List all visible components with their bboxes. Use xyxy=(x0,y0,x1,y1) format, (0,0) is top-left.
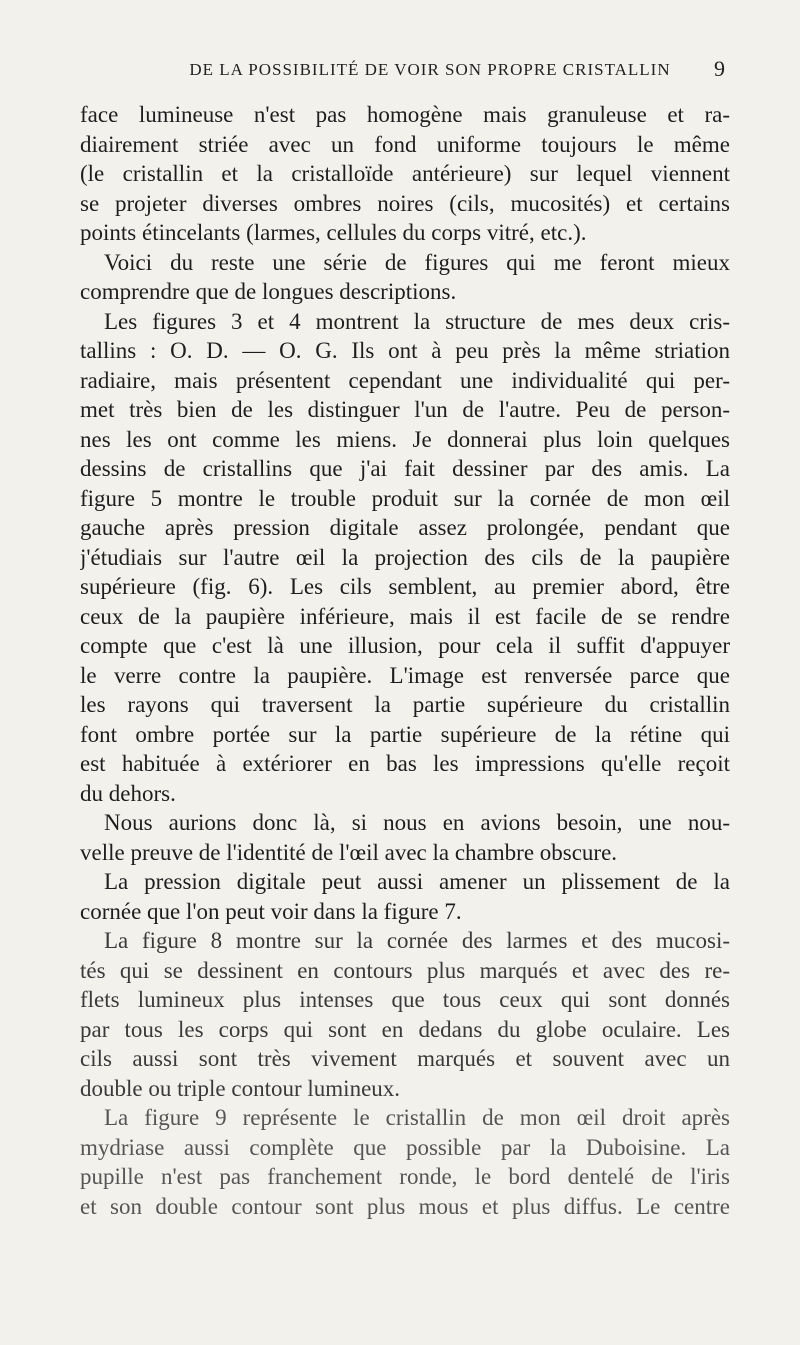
text-line: cornée que l'on peut voir dans la figure 7. xyxy=(80,898,462,924)
text-line: Voici du reste une série de figures qui me feront mieux xyxy=(104,249,730,275)
text-line: (le cristallin et la cristalloïde antérieure) sur lequel viennent xyxy=(80,161,730,186)
text-line: double ou triple contour lumineux. xyxy=(80,1075,401,1101)
text-line: ceux de la paupière inférieure, mais il est facile de se rendre xyxy=(80,603,730,629)
text-line: points étincelants (larmes, cellules du corps vitré, etc.). xyxy=(80,220,587,245)
text-line: par tous les corps qui sont en dedans du globe oculaire. Les xyxy=(80,1016,730,1042)
text-line: compte que c'est là une illusion, pour cela il suffit d'appuyer xyxy=(80,633,730,658)
text-line: les rayons qui traversent la partie supérieure du cristallin xyxy=(80,692,730,717)
running-head: DE LA POSSIBILITÉ DE VOIR SON PROPRE CRISTALLIN xyxy=(189,60,671,79)
text-line: tés qui se dessinent en contours plus marqués et avec des re- xyxy=(80,957,730,983)
text-line: Nous aurions donc là, si nous en avions besoin, une nou- xyxy=(104,810,730,835)
page-number: 9 xyxy=(714,56,725,81)
text-line: nes les ont comme les miens. Je donnerai plus loin quelques xyxy=(80,426,730,452)
text-line: font ombre portée sur la partie supérieure de la rétine qui xyxy=(80,721,730,747)
text-line: le verre contre la paupière. L'image est renversée parce que xyxy=(80,662,730,688)
text-line: flets lumineux plus intenses que tous ceux qui sont donnés xyxy=(80,987,730,1012)
text-line: velle preuve de l'identité de l'œil avec la chambre obscure. xyxy=(80,839,618,865)
text-line: gauche après pression digitale assez prolongée, pendant que xyxy=(80,515,730,540)
text-line: du dehors. xyxy=(80,780,176,806)
text-line: face lumineuse n'est pas homogène mais granuleuse et ra- xyxy=(80,102,730,127)
text-line: comprendre que de longues descriptions. xyxy=(80,279,457,304)
text-line: supérieure (fig. 6). Les cils semblent, au premier abord, être xyxy=(80,574,730,599)
text-line: Les figures 3 et 4 montrent la structure de mes deux cris- xyxy=(104,308,730,334)
text-line: mydriase aussi complète que possible par la Duboisine. La xyxy=(80,1134,730,1160)
text-line: diairement striée avec un fond uniforme toujours le même xyxy=(80,131,730,157)
text-line: met très bien de les distinguer l'un de l'autre. Peu de person- xyxy=(80,397,730,422)
text-line: La figure 8 montre sur la cornée des larmes et des mucosi- xyxy=(104,928,730,953)
text-line: dessins de cristallins que j'ai fait dessiner par des amis. La xyxy=(80,456,730,481)
text-line: pupille n'est pas franchement ronde, le bord dentelé de l'iris xyxy=(80,1164,730,1189)
text-line: est habituée à extériorer en bas les impressions qu'elle reçoit xyxy=(80,751,730,776)
text-line: j'étudiais sur l'autre œil la projection des cils de la paupière xyxy=(80,544,730,570)
text-line: se projeter diverses ombres noires (cils, mucosités) et certains xyxy=(80,190,730,216)
text-line: La pression digitale peut aussi amener un plissement de la xyxy=(104,869,730,894)
text-line: cils aussi sont très vivement marqués et souvent avec un xyxy=(80,1046,730,1071)
text-line: La figure 9 représente le cristallin de mon œil droit après xyxy=(104,1105,730,1130)
text-line: radiaire, mais présentent cependant une individualité qui per- xyxy=(80,367,730,393)
text-line: et son double contour sont plus mous et plus diffus. Le centre xyxy=(80,1193,730,1219)
text-line: tallins : O. D. — O. G. Ils ont à peu près la même striation xyxy=(80,338,730,363)
body-text xyxy=(80,100,730,1221)
text-line: figure 5 montre le trouble produit sur la cornée de mon œil xyxy=(80,485,730,511)
